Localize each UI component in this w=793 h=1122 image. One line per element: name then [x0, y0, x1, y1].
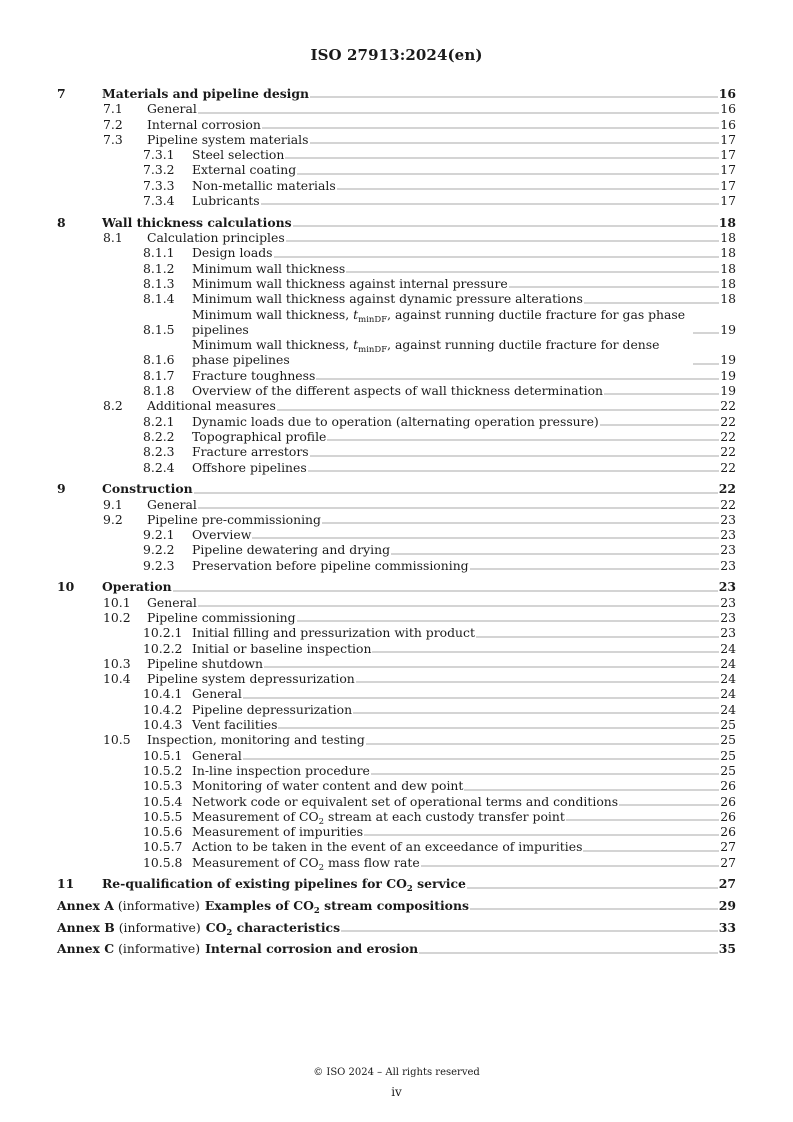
toc-entry-number: 8.1.6: [143, 352, 175, 368]
toc-entry-number: 10.5.6: [143, 824, 183, 840]
annex-title-subscript: 2: [313, 906, 320, 917]
dot-leader: [322, 522, 719, 524]
annex-page: 33: [718, 919, 736, 935]
toc-entry-number: 8: [57, 214, 66, 230]
toc-entry-title: Construction: [102, 481, 193, 497]
toc-entry-page: 23: [720, 527, 736, 543]
toc-entry-title: General: [147, 101, 197, 117]
toc-entry-number: 9.1: [103, 496, 123, 512]
toc-entry[interactable]: [57, 610, 736, 625]
annex-type: (informative): [118, 919, 201, 935]
toc-entry-title: Steel selection: [192, 147, 285, 163]
toc-entry-title: Action to be taken in the event of an exceedance of impurities: [192, 839, 583, 855]
toc-entry-page: 25: [720, 747, 736, 763]
dot-leader: [391, 553, 719, 555]
toc-entry[interactable]: [57, 763, 736, 778]
toc-entry[interactable]: [57, 824, 736, 839]
toc-entry-page: 23: [720, 594, 736, 610]
dot-leader: [566, 819, 719, 821]
toc-entry-title: Pipeline commissioning: [147, 609, 296, 625]
toc-entry-title: Preservation before pipeline commissioning: [192, 557, 469, 573]
toc-entry[interactable]: [57, 595, 736, 610]
toc-entry-number: 10.1: [103, 594, 131, 610]
toc-entry-title-part: Minimum wall thickness,: [192, 337, 354, 353]
toc-entry-number: 9.2: [103, 511, 123, 527]
dot-leader: [346, 271, 719, 273]
toc-entry-title: Initial or baseline inspection: [192, 640, 372, 656]
dot-leader: [310, 455, 720, 457]
toc-entry-number: 10.2.1: [143, 625, 183, 641]
toc-entry-title: Pipeline shutdown: [147, 655, 264, 671]
toc-entry-number: 10.2.2: [143, 640, 183, 656]
toc-entry-title-part: Re-qualification of existing pipelines for CO: [102, 876, 407, 892]
toc-entry-page: 19: [720, 321, 736, 337]
toc-entry-number: 8.1.8: [143, 383, 175, 399]
toc-entry-page: 22: [720, 496, 736, 512]
toc-entry-number: 8.2: [103, 398, 123, 414]
dot-leader: [467, 887, 718, 889]
toc-entry[interactable]: [57, 839, 736, 854]
dot-leader: [693, 363, 719, 365]
toc-entry[interactable]: [57, 497, 736, 512]
page-number: iv: [391, 1085, 402, 1099]
toc-entry-page: 27: [720, 854, 736, 870]
toc-entry[interactable]: [57, 261, 736, 276]
toc-entry-number: 8.2.1: [143, 413, 175, 429]
toc-entry-page: 23: [720, 609, 736, 625]
toc-entry-title: Dynamic loads due to operation (alternating operation pressure): [192, 413, 599, 429]
toc-entry-page: 16: [718, 86, 736, 101]
dot-leader: [356, 681, 719, 683]
toc-entry[interactable]: [57, 337, 736, 368]
dot-leader: [262, 127, 719, 129]
toc-entry-title-part: Measurement of CO: [192, 808, 319, 824]
toc-entry[interactable]: [57, 162, 736, 177]
toc-entry-number: 8.1.2: [143, 260, 175, 276]
toc-entry[interactable]: [57, 686, 736, 701]
toc-entry-page: 22: [720, 413, 736, 429]
toc-entry-page: 24: [720, 640, 736, 656]
toc-entry-number: 8.1.7: [143, 367, 175, 383]
toc-entry-page: 26: [720, 808, 736, 824]
toc-entry-number: 7.3.3: [143, 177, 175, 193]
dot-leader: [194, 492, 718, 494]
toc-entry[interactable]: [57, 414, 736, 429]
toc-entry-page: 26: [720, 778, 736, 794]
toc-entry-title: Initial filling and pressurization with product: [192, 625, 475, 641]
toc-entry-page: 25: [720, 762, 736, 778]
toc-entry-title: In-line inspection procedure: [192, 762, 370, 778]
toc-entry-page: 18: [720, 230, 736, 246]
toc-entry-number: 8.2.2: [143, 428, 175, 444]
toc-entry-number: 10.4.1: [143, 686, 183, 702]
toc-entry-title: Monitoring of water content and dew point: [192, 778, 464, 794]
toc-entry-title: Internal corrosion: [147, 116, 261, 132]
toc-entry-page: 24: [720, 655, 736, 671]
toc-entry[interactable]: [57, 876, 736, 895]
dot-leader: [364, 834, 719, 836]
toc-entry-number: 9.2.2: [143, 542, 175, 558]
toc-entry-title: Network code or equivalent set of operational terms and conditions: [192, 793, 619, 809]
toc-entry-page: 25: [720, 717, 736, 733]
toc-entry[interactable]: [57, 444, 736, 459]
toc-entry-title: Pipeline system materials: [147, 131, 309, 147]
toc-entry-page: 17: [720, 131, 736, 147]
toc-entry-page: 27: [718, 876, 736, 892]
toc-entry-page: 17: [720, 147, 736, 163]
annex-type: (informative): [117, 898, 200, 914]
toc-entry-page: 17: [720, 162, 736, 178]
dot-leader: [470, 568, 720, 570]
dot-leader: [419, 952, 718, 954]
dot-leader: [277, 409, 719, 411]
toc-entry[interactable]: [57, 579, 736, 594]
toc-entry-title: [192, 854, 420, 873]
dot-leader: [173, 590, 718, 592]
toc-entry-number: 10.5.3: [143, 778, 183, 794]
toc-entry-page: 19: [720, 352, 736, 368]
toc-entry[interactable]: [57, 307, 736, 338]
toc-entry-number: 7.2: [103, 116, 123, 132]
toc-entry-number: 10.4.3: [143, 717, 183, 733]
annex-title-part: Examples of CO: [204, 898, 314, 914]
dot-leader: [600, 424, 719, 426]
annex-title-part: CO: [205, 919, 227, 935]
toc-entry-title: General: [147, 496, 197, 512]
toc-entry-title: Minimum wall thickness: [192, 260, 346, 276]
toc-entry-page: 24: [720, 671, 736, 687]
toc-entry-page: 23: [720, 625, 736, 641]
toc-entry[interactable]: [57, 460, 736, 475]
toc-entry-title: Inspection, monitoring and testing: [147, 732, 365, 748]
toc-entry-number: 8.1.4: [143, 291, 175, 307]
toc-entry-title: Design loads: [192, 245, 273, 261]
annex-title-part: characteristics: [232, 919, 341, 935]
toc-entry-subscript: minDF: [358, 314, 388, 325]
toc-entry-page: 22: [720, 398, 736, 414]
toc-entry-page: 19: [720, 383, 736, 399]
toc-entry-page: 27: [720, 839, 736, 855]
toc-entry[interactable]: [57, 778, 736, 793]
dot-leader: [308, 470, 720, 472]
toc-entry-page: 22: [720, 459, 736, 475]
toc-entry-title: Pipeline system depressurization: [147, 671, 355, 687]
toc-entry-title: Minimum wall thickness against internal pressure: [192, 275, 508, 291]
dot-leader: [372, 651, 719, 653]
toc-entry-number: 10.5.1: [143, 747, 183, 763]
toc-entry-title-part: , against running ductile fracture for gas phase pipelines: [192, 306, 686, 337]
toc-entry-variable: t: [353, 306, 359, 322]
dot-leader: [261, 203, 720, 205]
dot-leader: [327, 439, 719, 441]
toc-entry-title: Pipeline depressurization: [192, 701, 353, 717]
dot-leader: [264, 666, 719, 668]
toc-entry-number: 9: [57, 481, 66, 497]
annex-page: 35: [718, 941, 736, 957]
toc-entry-number: 8.1: [103, 230, 123, 246]
toc-entry-number: 10.3: [103, 655, 131, 671]
annex-page: 29: [718, 898, 736, 914]
document-header: ISO 27913:2024(en): [310, 46, 483, 64]
dot-leader: [198, 507, 719, 509]
toc-entry-page: 16: [720, 116, 736, 132]
toc-entry-page: 22: [720, 444, 736, 460]
copyright-notice: © ISO 2024 – All rights reserved: [313, 1067, 480, 1078]
toc-entry-page: 23: [718, 579, 736, 595]
toc-entry-number: 11: [57, 876, 75, 892]
toc-entry-page: 18: [720, 245, 736, 261]
toc-entry[interactable]: [57, 132, 736, 147]
dot-leader: [243, 697, 719, 699]
dot-leader: [285, 157, 719, 159]
dot-leader: [421, 865, 720, 867]
toc-entry[interactable]: [57, 641, 736, 656]
toc-entry[interactable]: [57, 291, 736, 306]
toc-entry-title: Measurement of impurities: [192, 824, 364, 840]
toc-entry-number: 7.3: [103, 131, 123, 147]
dot-leader: [286, 240, 720, 242]
toc-entry-number: 7: [57, 86, 66, 101]
toc-entry-page: 19: [720, 367, 736, 383]
toc-entry-subscript: 2: [318, 816, 325, 827]
toc-entry[interactable]: [57, 481, 736, 496]
toc-entry-title: Overview of the different aspects of wall thickness determination: [192, 383, 604, 399]
toc-entry-page: 18: [718, 214, 736, 230]
toc-entry-title: Fracture toughness: [192, 367, 316, 383]
toc-entry[interactable]: [57, 748, 736, 763]
dot-leader: [619, 804, 719, 806]
annex-entry[interactable]: [57, 941, 736, 956]
toc-entry-title: Lubricants: [192, 193, 260, 209]
toc-entry-title-part: Measurement of CO: [192, 854, 319, 870]
annex-name: Annex C: [57, 941, 115, 957]
toc-entry[interactable]: [57, 429, 736, 444]
toc-entry[interactable]: [57, 86, 736, 101]
toc-entry-title-part: mass flow rate: [324, 854, 420, 870]
toc-entry-title: External coating: [192, 162, 297, 178]
dot-leader: [509, 286, 719, 288]
dot-leader: [198, 112, 719, 114]
dot-leader: [278, 727, 719, 729]
dot-leader: [293, 225, 718, 227]
annex-title-part: Internal corrosion and erosion: [205, 941, 419, 957]
toc-entry[interactable]: [57, 512, 736, 527]
toc-entry-page: 24: [720, 686, 736, 702]
annex-title-part: stream compositions: [319, 898, 469, 914]
toc-entry-title: Pipeline dewatering and drying: [192, 542, 391, 558]
toc-entry-title: Wall thickness calculations: [102, 214, 292, 230]
dot-leader: [310, 142, 720, 144]
annex-entry[interactable]: [57, 919, 736, 938]
toc-entry[interactable]: [57, 671, 736, 686]
dot-leader: [337, 188, 719, 190]
toc-entry-title-part: Minimum wall thickness,: [192, 306, 354, 322]
toc-entry-title: [192, 808, 565, 827]
toc-entry-title: Calculation principles: [147, 230, 285, 246]
toc-entry-number: 10.4.2: [143, 701, 183, 717]
toc-entry-number: 10.2: [103, 609, 131, 625]
toc-entry-title: Offshore pipelines: [192, 459, 307, 475]
dot-leader: [198, 605, 719, 607]
toc-entry-title: Materials and pipeline design: [102, 86, 310, 101]
dot-leader: [243, 758, 719, 760]
toc-entry[interactable]: [57, 117, 736, 132]
toc-entry-page: 26: [720, 824, 736, 840]
dot-leader: [464, 789, 719, 791]
toc-entry-title: Topographical profile: [192, 428, 327, 444]
toc-entry-title-part: stream at each custody transfer point: [324, 808, 565, 824]
toc-entry[interactable]: [57, 732, 736, 747]
toc-entry[interactable]: [57, 215, 736, 230]
toc-entry-title: General: [192, 686, 242, 702]
annex-name: Annex B: [57, 919, 115, 935]
toc-entry-page: 17: [720, 177, 736, 193]
toc-entry-number: 10.5.4: [143, 793, 183, 809]
toc-entry-subscript: minDF: [358, 345, 388, 356]
annex-type: (informative): [118, 941, 201, 957]
toc-entry-number: 9.2.3: [143, 557, 175, 573]
toc-entry-title: Minimum wall thickness against dynamic pressure alterations: [192, 291, 583, 307]
toc-entry-page: 18: [720, 275, 736, 291]
toc-entry-number: 8.2.3: [143, 444, 175, 460]
toc-entry[interactable]: [57, 527, 736, 542]
toc-entry-number: 7.1: [103, 101, 123, 117]
toc-entry-number: 8.2.4: [143, 459, 175, 475]
toc-entry-number: 9.2.1: [143, 527, 175, 543]
toc-entry-title: [192, 307, 692, 338]
toc-entry[interactable]: [57, 542, 736, 557]
toc-entry[interactable]: [57, 717, 736, 732]
annex-name: Annex A: [57, 898, 114, 914]
dot-leader: [297, 620, 720, 622]
toc-entry-title: [192, 337, 692, 368]
annex-title: [205, 919, 341, 938]
toc-entry-page: 23: [720, 511, 736, 527]
toc-entry[interactable]: [57, 808, 736, 827]
toc-entry[interactable]: [57, 368, 736, 383]
toc-entry-page: 16: [720, 101, 736, 117]
toc-entry[interactable]: [57, 854, 736, 873]
toc-entry[interactable]: [57, 147, 736, 162]
toc-entry-number: 7.3.2: [143, 162, 175, 178]
toc-entry-page: 23: [720, 542, 736, 558]
toc-entry[interactable]: [57, 178, 736, 193]
dot-leader: [366, 743, 719, 745]
dot-leader: [252, 537, 719, 539]
toc-entry-title: [102, 876, 466, 895]
toc-entry-number: 10.5.2: [143, 762, 183, 778]
annex-title: [204, 898, 469, 917]
toc-entry-page: 25: [720, 732, 736, 748]
toc-entry-subscript: 2: [406, 884, 413, 895]
toc-entry-title: Vent facilities: [192, 717, 278, 733]
toc-entry[interactable]: [57, 101, 736, 116]
toc-entry-page: 18: [720, 260, 736, 276]
toc-entry-title: Operation: [102, 579, 172, 595]
toc-entry-number: 10.4: [103, 671, 131, 687]
toc-entry-title: General: [147, 594, 197, 610]
toc-entry-number: 8.1.5: [143, 321, 175, 337]
toc-entry-page: 23: [720, 557, 736, 573]
toc-entry[interactable]: [57, 398, 736, 413]
toc-entry-number: 10.5: [103, 732, 131, 748]
annex-title: [205, 941, 418, 956]
toc-entry[interactable]: [57, 794, 736, 809]
toc-entry-number: 8.1.1: [143, 245, 175, 261]
toc-entry-page: 22: [718, 481, 736, 497]
toc-entry-title-part: , against running ductile fracture for dense phase pipelines: [192, 337, 660, 368]
toc-entry[interactable]: [57, 656, 736, 671]
toc-entry[interactable]: [57, 702, 736, 717]
dot-leader: [476, 636, 719, 638]
dot-leader: [310, 96, 718, 98]
dot-leader: [297, 173, 719, 175]
toc-entry-page: 24: [720, 701, 736, 717]
toc-entry-page: 17: [720, 193, 736, 209]
toc-entry-number: 10.5.8: [143, 854, 183, 870]
toc-entry-number: 10: [57, 579, 75, 595]
dot-leader: [584, 302, 719, 304]
toc-entry-number: 8.1.3: [143, 275, 175, 291]
toc-entry-title: Pipeline pre-commissioning: [147, 511, 321, 527]
toc-entry[interactable]: [57, 558, 736, 573]
dot-leader: [353, 712, 719, 714]
dot-leader: [316, 378, 719, 380]
toc-entry-title: Overview: [192, 527, 252, 543]
annex-title-subscript: 2: [226, 927, 233, 938]
toc-entry-page: 26: [720, 793, 736, 809]
dot-leader: [371, 773, 719, 775]
toc-entry[interactable]: [57, 245, 736, 260]
toc-entry-number: 7.3.1: [143, 147, 175, 163]
table-of-contents: [57, 86, 736, 957]
dot-leader: [470, 908, 718, 910]
dot-leader: [583, 850, 719, 852]
toc-entry[interactable]: [57, 383, 736, 398]
toc-entry-title-part: service: [412, 876, 466, 892]
toc-entry-title: Non-metallic materials: [192, 177, 336, 193]
toc-entry[interactable]: [57, 193, 736, 208]
toc-entry[interactable]: [57, 230, 736, 245]
toc-entry-number: 10.5.7: [143, 839, 183, 855]
dot-leader: [274, 256, 720, 258]
toc-entry-subscript: 2: [318, 862, 325, 873]
toc-entry-title: Fracture arrestors: [192, 444, 309, 460]
toc-entry-page: 18: [720, 291, 736, 307]
toc-entry-page: 22: [720, 428, 736, 444]
toc-entry-variable: t: [353, 337, 359, 353]
toc-entry-number: 7.3.4: [143, 193, 175, 209]
toc-entry[interactable]: [57, 276, 736, 291]
annex-entry[interactable]: [57, 898, 736, 917]
dot-leader: [341, 930, 718, 932]
toc-entry[interactable]: [57, 625, 736, 640]
toc-entry-title: General: [192, 747, 242, 763]
toc-entry-title: Additional measures: [147, 398, 276, 414]
toc-entry-number: 10.5.5: [143, 808, 183, 824]
dot-leader: [693, 332, 719, 334]
dot-leader: [604, 393, 719, 395]
